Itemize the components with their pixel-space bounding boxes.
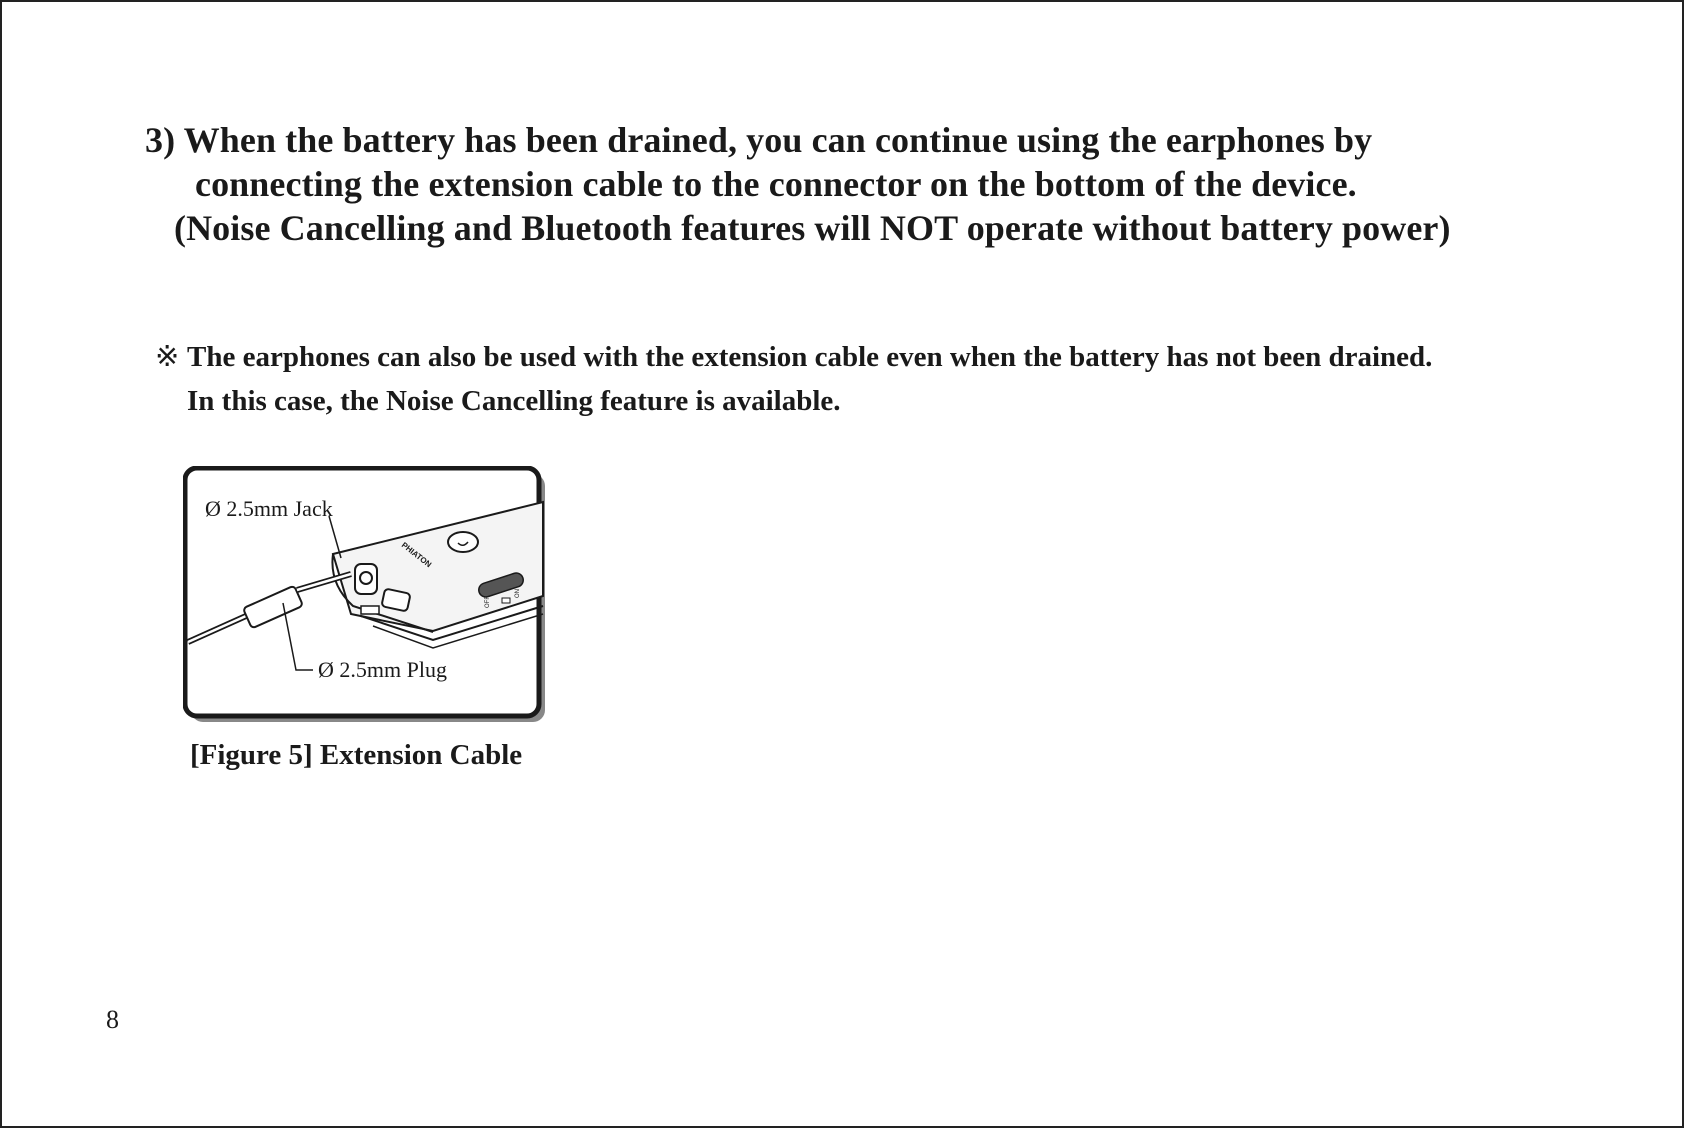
brand-label: PHIATON bbox=[399, 540, 434, 570]
step-3-instruction bbox=[145, 118, 1451, 250]
switch-on-label: ON bbox=[515, 589, 521, 598]
plug-label: Ø 2.5mm Plug bbox=[318, 657, 447, 682]
figure-5-illustration bbox=[183, 466, 547, 724]
reference-mark-icon: ※ bbox=[155, 341, 180, 373]
step-3-line-1: 3) When the battery has been drained, you can continue using the earphones by bbox=[145, 120, 1373, 160]
note-line-1: The earphones can also be used with the extension cable even when the battery has not been drained. bbox=[187, 341, 1433, 373]
step-3-line-3: (Noise Cancelling and Bluetooth features will NOT operate without battery power) bbox=[174, 208, 1451, 248]
note-line-2: In this case, the Noise Cancelling feature is available. bbox=[187, 385, 841, 417]
extension-cable-illustration bbox=[183, 466, 547, 724]
page-number: 8 bbox=[106, 1005, 119, 1034]
note-block bbox=[155, 335, 1432, 423]
power-switch bbox=[502, 598, 510, 603]
step-3-line-2: connecting the extension cable to the connector on the bottom of the device. bbox=[195, 164, 1357, 204]
power-button-icon bbox=[448, 532, 478, 552]
figure-caption: [Figure 5] Extension Cable bbox=[190, 739, 523, 771]
switch-off-label: OFF bbox=[485, 596, 491, 608]
jack-label: Ø 2.5mm Jack bbox=[205, 496, 333, 521]
